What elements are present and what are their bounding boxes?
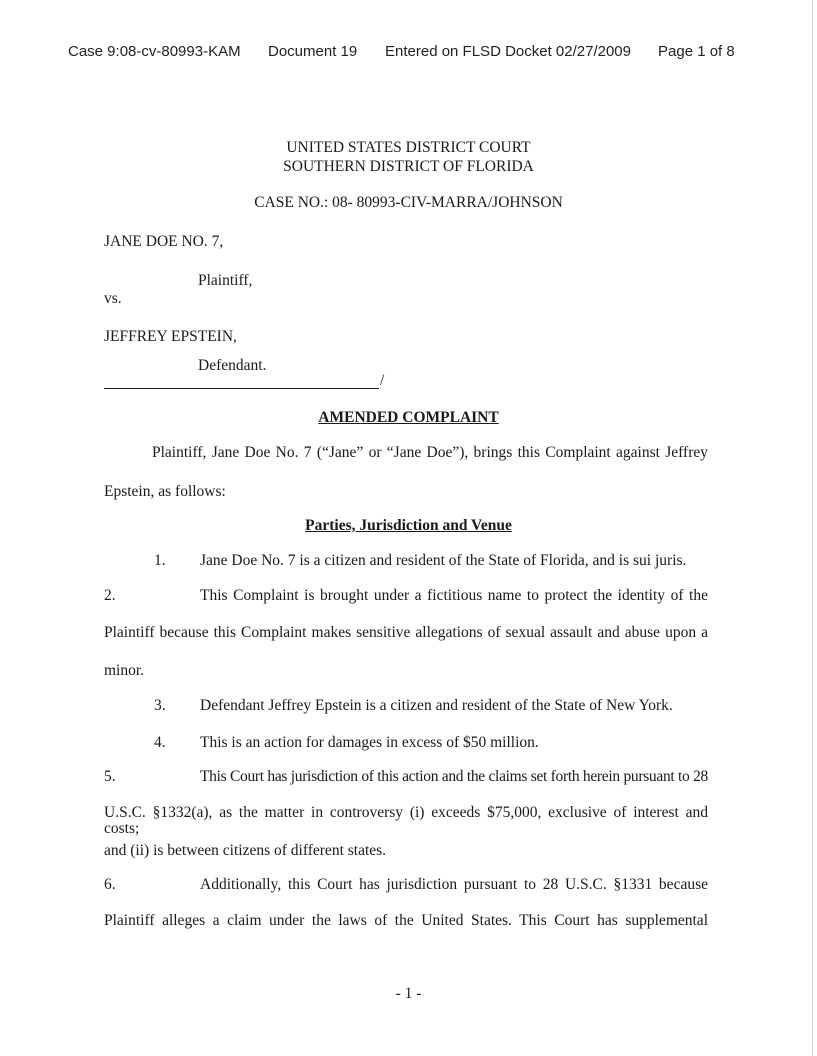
- caption-rule: [104, 388, 379, 389]
- page-number: - 1 -: [395, 985, 422, 1002]
- plaintiff-role: Plaintiff,: [198, 272, 253, 289]
- case-number: Case 9:08-cv-80993-KAM: [68, 43, 241, 60]
- plaintiff-name: JANE DOE NO. 7,: [104, 233, 224, 250]
- document-title: AMENDED COMPLAINT: [318, 409, 499, 426]
- paragraph-number: 5.: [104, 768, 116, 785]
- intro-line-2: Epstein, as follows:: [104, 483, 226, 500]
- paragraph-text: Defendant Jeffrey Epstein is a citizen and resident of the State of New York.: [200, 697, 673, 714]
- paragraph-number: 4.: [154, 734, 166, 751]
- paragraph-5-line-2: U.S.C. §1332(a), as the matter in controversy (i) exceeds $75,000, exclusive of interest and costs;: [104, 804, 708, 837]
- versus: vs.: [104, 290, 122, 307]
- paragraph-text: This is an action for damages in excess of $50 million.: [200, 734, 539, 751]
- paragraph-4: [154, 734, 539, 752]
- paragraph-text: Additionally, this Court has jurisdiction pursuant to 28 U.S.C. §1331 because: [200, 876, 708, 893]
- defendant-role: Defendant.: [198, 357, 267, 374]
- paragraph-number: 6.: [104, 876, 116, 893]
- intro-line-1: Plaintiff, Jane Doe No. 7 (“Jane” or “Jane Doe”), brings this Complaint against Jeffrey: [152, 444, 708, 461]
- case-no: CASE NO.: 08- 80993-CIV-MARRA/JOHNSON: [254, 194, 563, 211]
- paragraph-5-line-3: and (ii) is between citizens of different states.: [104, 842, 387, 859]
- section-heading: Parties, Jurisdiction and Venue: [305, 517, 512, 534]
- defendant-name: JEFFREY EPSTEIN,: [104, 328, 237, 345]
- paragraph-number: 1.: [154, 552, 166, 569]
- paragraph-3: [154, 697, 673, 715]
- paragraph-2: [104, 588, 708, 604]
- paragraph-number: 3.: [154, 697, 166, 714]
- paragraph-5: [104, 769, 708, 785]
- court-name: UNITED STATES DISTRICT COURT: [286, 139, 531, 156]
- paragraph-2-line-3: minor.: [104, 662, 145, 679]
- paragraph-6-line-2: Plaintiff alleges a claim under the laws of the United States. This Court has supplemental: [104, 912, 708, 929]
- paragraph-1: [154, 552, 686, 570]
- paragraph-2-line-2: Plaintiff because this Complaint makes sensitive allegations of sexual assault and abuse upon a: [104, 624, 708, 641]
- caption-slash: /: [380, 372, 385, 389]
- paragraph-text: Jane Doe No. 7 is a citizen and resident of the State of Florida, and is sui juris.: [200, 552, 687, 569]
- document-number: Document 19: [268, 43, 358, 60]
- paragraph-text: This Court has jurisdiction of this action and the claims set forth herein pursuant to 28: [200, 768, 708, 785]
- paragraph-6: [104, 877, 708, 893]
- paragraph-number: 2.: [104, 587, 116, 604]
- court-district: SOUTHERN DISTRICT OF FLORIDA: [283, 158, 534, 175]
- page-count: Page 1 of 8: [658, 43, 735, 60]
- paragraph-text: This Complaint is brought under a fictitious name to protect the identity of the: [200, 587, 708, 604]
- docket-entry: Entered on FLSD Docket 02/27/2009: [385, 43, 631, 60]
